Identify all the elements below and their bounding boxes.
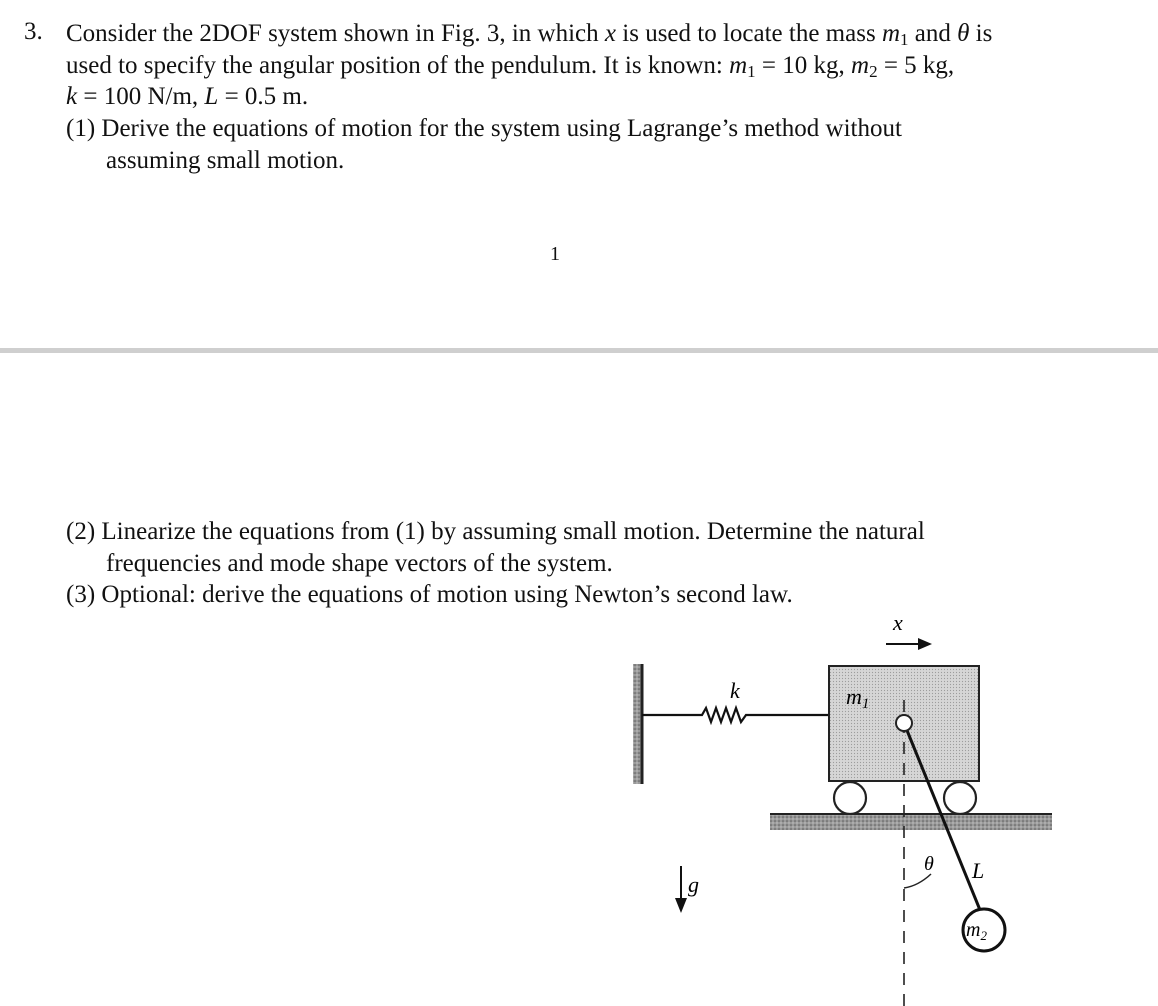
part-2 <box>66 516 925 579</box>
part-1-line-2: assuming small motion. <box>106 146 345 174</box>
part-1 <box>66 113 902 176</box>
problem-line-1: Consider the 2DOF system shown in Fig. 3, in which x is used to locate the mass $m_1$ and θ is <box>66 20 993 49</box>
problem-statement <box>66 18 992 113</box>
problem-line-3: k = 100 N/m, L = 0.5 m. <box>66 83 309 110</box>
wheel-left <box>834 782 866 814</box>
label-m1: m1 <box>846 684 870 712</box>
figure-2dof-system <box>610 608 1060 1006</box>
pivot <box>896 715 912 731</box>
part-2-line-1: (2) Linearize the equations from (1) by assuming small motion. Determine the natural <box>66 518 925 545</box>
part-1-line-1: (1) Derive the equations of motion for the system using Lagrange’s method without <box>66 115 902 142</box>
part-3 <box>66 579 793 611</box>
wheel-right <box>944 782 976 814</box>
label-k: k <box>730 678 740 703</box>
problem-line-2: used to specify the angular position of the pendulum. It is known: $m_1 = 10$ kg, $m_2 = 5$ kg, <box>66 51 955 81</box>
page-divider <box>0 348 1158 353</box>
part-3-line-1: (3) Optional: derive the equations of motion using Newton’s second law. <box>66 581 793 608</box>
part-2-line-2: frequencies and mode shape vectors of the system. <box>106 549 613 577</box>
label-theta: θ <box>924 853 934 875</box>
theta-arc <box>904 874 931 888</box>
label-L: L <box>972 858 985 883</box>
label-g: g <box>688 872 699 897</box>
label-x: x <box>893 610 903 635</box>
spring <box>642 708 829 722</box>
ground <box>770 814 1052 830</box>
page-number: 1 <box>550 243 560 265</box>
label-m2: $m_2$ <box>966 919 987 943</box>
problem-number: 3. <box>24 18 43 45</box>
